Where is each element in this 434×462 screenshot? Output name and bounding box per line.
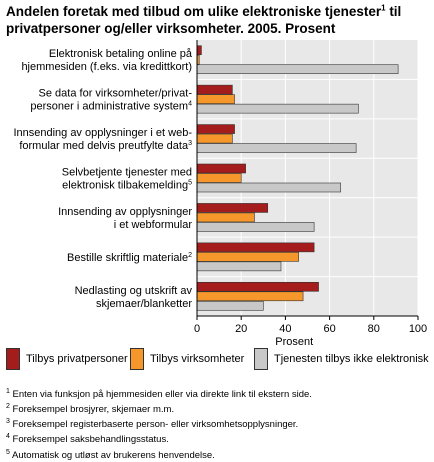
- footnote-1: [6, 386, 430, 401]
- bar-ikke: [197, 183, 341, 192]
- x-tick-label: 60: [323, 323, 336, 335]
- footnote-marker: 5: [6, 448, 10, 456]
- category-label: Selvbetjente tjenester med elektronisk tilbakemelding$^5$: [61, 166, 192, 192]
- x-tick-label: 100: [408, 323, 428, 335]
- title-line1: Andelen foretak med tilbud om ulike elektroniske tjenester: [6, 4, 382, 19]
- title-line1-tail: til: [385, 4, 402, 19]
- bar-privat: [197, 203, 268, 212]
- x-tick-label: 80: [367, 323, 380, 335]
- bar-virksomhet: [197, 174, 241, 183]
- bar-ikke: [197, 144, 356, 153]
- bar-ikke: [197, 301, 263, 310]
- x-tick-label: 0: [193, 323, 201, 335]
- bar-privat: [197, 282, 319, 291]
- footnote-text: Automatisk og utløst av brukerens henvendelse.: [9, 449, 215, 461]
- footnote-text: Foreksempel brosjyrer, skjemaer m.m.: [9, 404, 175, 416]
- category-label: Nedlasting og utskrift av skjemaer/blanketter: [74, 284, 192, 310]
- bar-ikke: [197, 104, 358, 113]
- bar-privat: [197, 85, 232, 94]
- bar-virksomhet: [197, 213, 254, 222]
- legend-swatch-virksomhet: [130, 348, 144, 370]
- bar-virksomhet: [197, 252, 299, 261]
- footnote-marker: 2: [6, 403, 10, 411]
- category-label: Bestille skriftlig materiale$^2$: [67, 251, 192, 264]
- legend-swatch-ikke: [254, 348, 268, 370]
- bar-privat: [197, 243, 314, 252]
- bar-virksomhet: [197, 292, 303, 301]
- footnote-2: [6, 401, 430, 416]
- category-label: Se data for virksomheter/privat-personer i administrative system$^4$: [30, 87, 192, 113]
- category-label: Innsending av opplysninger i et webformular: [58, 205, 192, 231]
- legend-item-ikke: [254, 348, 429, 370]
- legend-item-privat: [6, 348, 128, 370]
- category-label: Innsending av opplysninger i et web-formular med delvis preutfylte data$^3$: [13, 127, 192, 153]
- legend-label-virksomhet: Tilbys virksomheter: [150, 352, 245, 365]
- x-tick-label: 40: [279, 323, 292, 335]
- footnote-marker: 1: [6, 388, 10, 395]
- bar-virksomhet: [197, 134, 232, 143]
- legend-label-privat: Tilbys privatpersoner: [26, 352, 128, 365]
- legend-label-ikke: Tjenesten tilbys ikke elektronisk: [274, 352, 429, 365]
- footnote-3: [6, 416, 430, 431]
- footnote-4: [6, 431, 430, 446]
- footnote-marker: 4: [6, 433, 10, 441]
- title-line2: privatpersoner og/eller virksomheter. 2005. Prosent: [6, 21, 336, 36]
- footnote-marker: 3: [6, 418, 10, 426]
- bar-ikke: [197, 222, 314, 231]
- chart-legend: [0, 348, 434, 378]
- footnote-5: [6, 447, 430, 462]
- x-axis-label: Prosent: [275, 336, 314, 348]
- legend-item-virksomhet: [130, 348, 244, 370]
- bar-privat: [197, 46, 201, 55]
- bar-privat: [197, 125, 235, 134]
- bar-virksomhet: [197, 95, 235, 104]
- bar-ikke: [197, 65, 398, 74]
- x-tick-label: 20: [235, 323, 248, 335]
- footnotes: [6, 386, 430, 462]
- legend-swatch-privat: [6, 348, 20, 370]
- category-label: Elektronisk betaling online på hjemmesiden (f.eks. via kredittkort): [21, 48, 192, 74]
- bar-privat: [197, 164, 246, 173]
- title-footnote-marker: 1: [381, 3, 386, 13]
- bar-ikke: [197, 262, 281, 271]
- footnote-text: Foreksempel registerbaserte person- eller virksomhetsopplysninger.: [9, 419, 299, 431]
- footnote-text: Enten via funksjon på hjemmesiden eller via direkte link til ekstern side.: [9, 389, 312, 401]
- footnote-text: Foreksempel saksbehandlingsstatus.: [9, 434, 169, 446]
